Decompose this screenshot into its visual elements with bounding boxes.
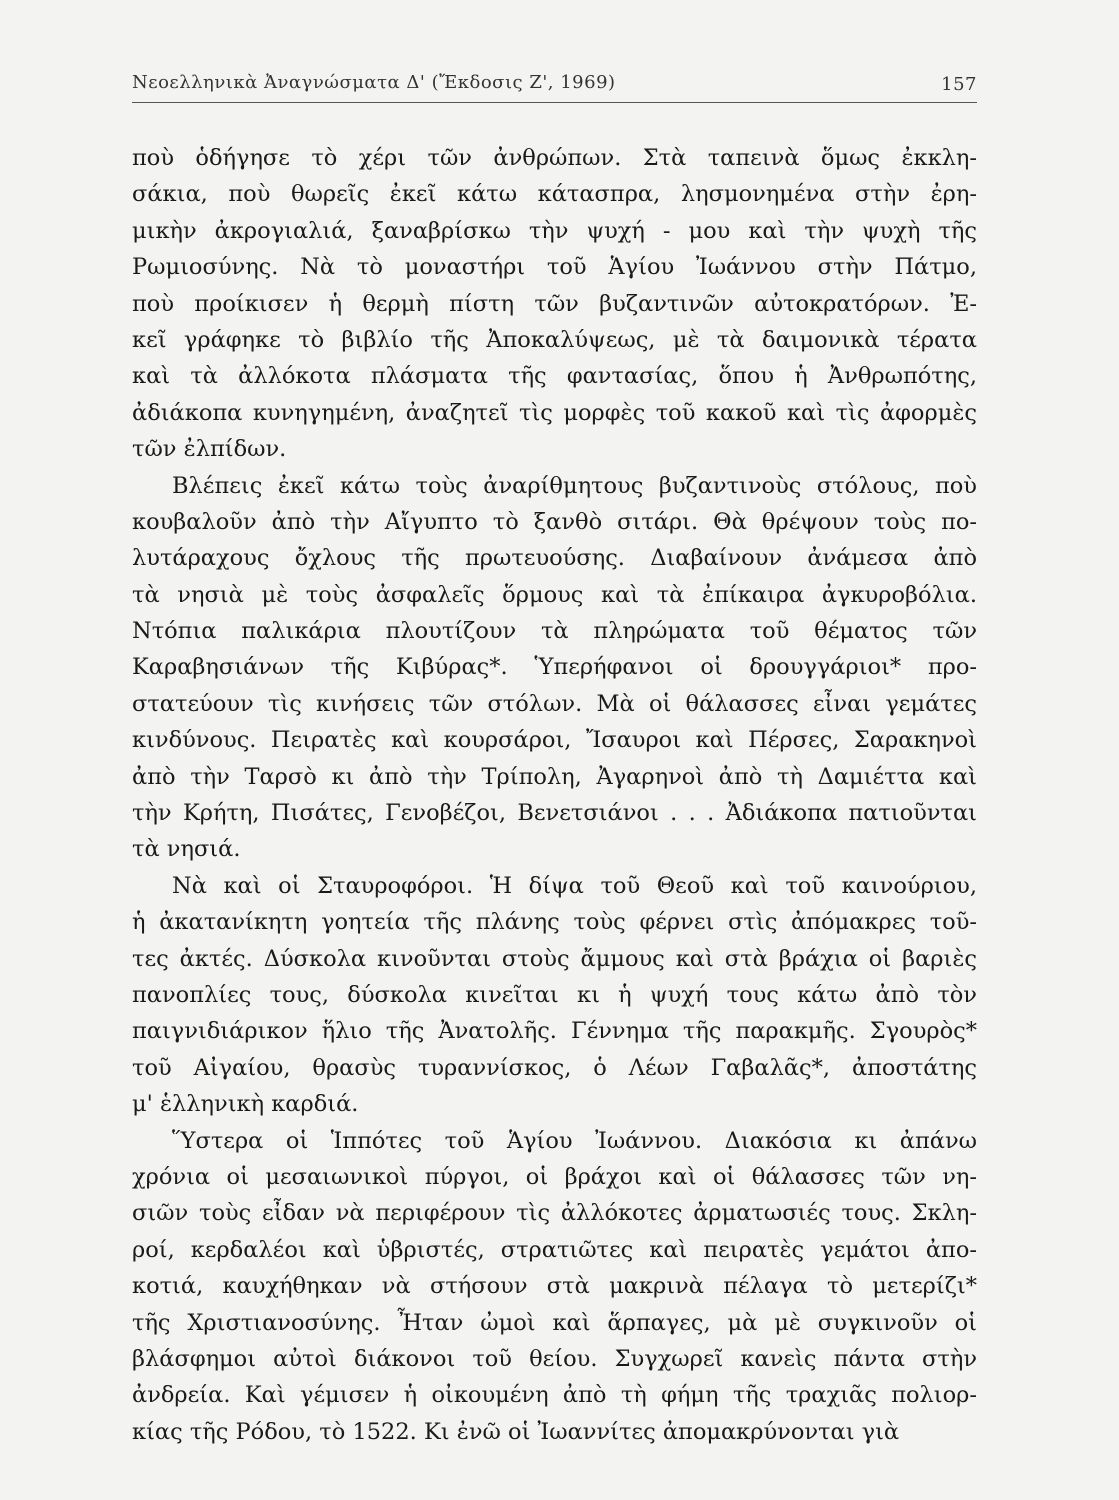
text-line: ἡ ἀκατανίκητη γοητεία τῆς πλάνης τοὺς φέρνει στὶς ἀπόμακρες τοῦ- <box>132 909 977 936</box>
text-line: κουβαλοῦν ἀπὸ τὴν Αἴγυπτο τὸ ξανθὸ σιτάρι. Θὰ θρέψουν τοὺς πο- <box>132 508 977 535</box>
text-line: τες ἀκτές. Δύσκολα κινοῦνται στοὺς ἄμμους καὶ στὰ βράχια οἱ βαριὲς <box>132 945 977 972</box>
text-line: Ντόπια παλικάρια πλουτίζουν τὰ πληρώματα τοῦ θέματος τῶν <box>132 618 977 645</box>
text-line: τὰ νησιά. <box>132 836 241 863</box>
text-line: λυτάραχους ὄχλους τῆς πρωτευούσης. Διαβαίνουν ἀνάμεσα ἀπὸ <box>132 545 977 572</box>
text-line: κοτιά, καυχήθηκαν νὰ στήσουν στὰ μακρινὰ πέλαγα τὸ μετερίζι* <box>132 1273 977 1300</box>
text-line: τοῦ Αἰγαίου, θρασὺς τυραννίσκος, ὁ Λέων Γαβαλᾶς*, ἀποστάτης <box>132 1054 977 1081</box>
text-line: τὴν Κρήτη, Πισάτες, Γενοβέζοι, Βενετσιάνοι . . . Ἀδιάκοπα πατιοῦνται <box>132 800 977 827</box>
text-line: τὰ νησιὰ μὲ τοὺς ἀσφαλεῖς ὅρμους καὶ τὰ ἐπίκαιρα ἀγκυροβόλια. <box>132 581 977 608</box>
text-line: Καραβησιάνων τῆς Κιβύρας*. Ὑπερήφανοι οἱ δρουγγάριοι* προ- <box>132 654 977 681</box>
text-line: ἀδιάκοπα κυνηγημένη, ἀναζητεῖ τὶς μορφὲς τοῦ κακοῦ καὶ τὶς ἀφορμὲς <box>132 399 977 426</box>
body-text <box>132 140 977 1450</box>
text-line: Βλέπεις ἐκεῖ κάτω τοὺς ἀναρίθμητους βυζαντινοὺς στόλους, ποὺ <box>172 472 977 499</box>
paragraph <box>132 468 977 868</box>
running-title: Νεοελληνικὰ Ἀναγνώσματα Δ' (Ἔκδοσις Ζ', 1969) <box>132 72 616 93</box>
text-line: κινδύνους. Πειρατὲς καὶ κουρσάροι, Ἴσαυροι καὶ Πέρσες, Σαρακηνοὶ <box>132 727 977 754</box>
text-line: σιῶν τοὺς εἶδαν νὰ περιφέρουν τὶς ἀλλόκοτες ἀρματωσιές τους. Σκλη- <box>132 1200 977 1227</box>
paragraph <box>132 1123 977 1451</box>
text-line: βλάσφημοι αὐτοὶ διάκονοι τοῦ θείου. Συγχωρεῖ κανεὶς πάντα στὴν <box>132 1345 977 1372</box>
text-line: Νὰ καὶ οἱ Σταυροφόροι. Ἡ δίψα τοῦ Θεοῦ καὶ τοῦ καινούριου, <box>172 872 977 899</box>
text-line: Ρωμιοσύνης. Νὰ τὸ μοναστήρι τοῦ Ἁγίου Ἰωάννου στὴν Πάτμο, <box>132 254 977 281</box>
text-line: ἀπὸ τὴν Ταρσὸ κι ἀπὸ τὴν Τρίπολη, Ἀγαρηνοὶ ἀπὸ τὴ Δαμιέττα καὶ <box>132 763 977 790</box>
text-line: τῆς Χριστιανοσύνης. Ἦταν ὠμοὶ καὶ ἅρπαγες, μὰ μὲ συγκινοῦν οἱ <box>132 1309 977 1336</box>
text-line: χρόνια οἱ μεσαιωνικοὶ πύργοι, οἱ βράχοι καὶ οἱ θάλασσες τῶν νη- <box>132 1163 977 1190</box>
text-line: ἀνδρεία. Καὶ γέμισεν ἡ οἰκουμένη ἀπὸ τὴ φήμη τῆς τραχιᾶς πολιορ- <box>132 1382 977 1409</box>
paragraph <box>132 868 977 1123</box>
text-line: σάκια, ποὺ θωρεῖς ἐκεῖ κάτω κάτασπρα, λησμονημένα στὴν ἐρη- <box>132 181 977 208</box>
text-line: ροί, κερδαλέοι καὶ ὑβριστές, στρατιῶτες καὶ πειρατὲς γεμάτοι ἀπο- <box>132 1236 977 1263</box>
text-line: τῶν ἐλπίδων. <box>132 436 287 463</box>
text-line: στατεύουν τὶς κινήσεις τῶν στόλων. Μὰ οἱ θάλασσες εἶναι γεμάτες <box>132 690 977 717</box>
text-line: καὶ τὰ ἀλλόκοτα πλάσματα τῆς φαντασίας, ὅπου ἡ Ἀνθρωπότης, <box>132 363 977 390</box>
text-line: ποὺ προίκισεν ἡ θερμὴ πίστη τῶν βυζαντινῶν αὐτοκρατόρων. Ἐ- <box>132 290 977 317</box>
text-line: πανοπλίες τους, δύσκολα κινεῖται κι ἡ ψυχή τους κάτω ἀπὸ τὸν <box>132 981 977 1008</box>
text-line: παιγνιδιάρικον ἥλιο τῆς Ἀνατολῆς. Γέννημα τῆς παρακμῆς. Σγουρὸς* <box>132 1018 977 1045</box>
text-line: ποὺ ὁδήγησε τὸ χέρι τῶν ἀνθρώπων. Στὰ ταπεινὰ ὅμως ἐκκλη- <box>132 145 977 171</box>
paragraph <box>132 140 977 468</box>
running-header <box>132 66 977 103</box>
text-line: Ὕστερα οἱ Ἱππότες τοῦ Ἁγίου Ἰωάννου. Διακόσια κι ἀπάνω <box>172 1127 977 1154</box>
text-line: μ' ἑλληνικὴ καρδιά. <box>132 1091 359 1118</box>
text-line: κεῖ γράφηκε τὸ βιβλίο τῆς Ἀποκαλύψεως, μὲ τὰ δαιμονικὰ τέρατα <box>132 326 977 353</box>
text-line: μικὴν ἀκρογιαλιά, ξαναβρίσκω τὴν ψυχή - μου καὶ τὴν ψυχὴ τῆς <box>132 217 977 244</box>
page-number: 157 <box>941 74 977 95</box>
text-line: κίας τῆς Ρόδου, τὸ 1522. Κι ἐνῶ οἱ Ἰωαννίτες ἀπομακρύνονται γιὰ <box>132 1418 900 1445</box>
